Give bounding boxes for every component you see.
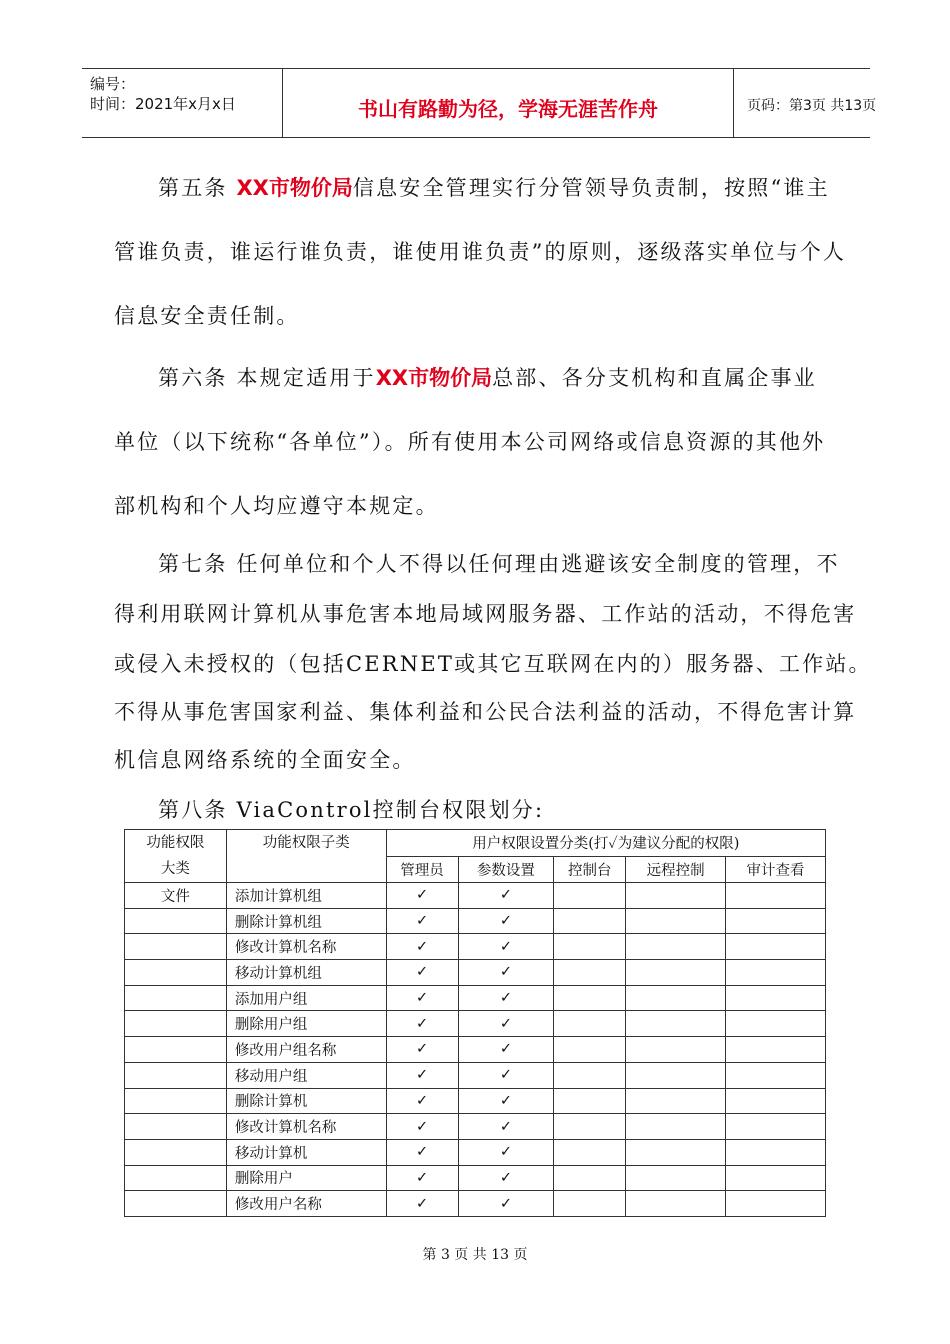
table-row — [125, 985, 826, 1011]
permission-cell-console — [554, 960, 626, 986]
category-cell — [125, 1011, 227, 1037]
permission-cell-audit — [726, 1011, 826, 1037]
permission-cell-console — [554, 908, 626, 934]
permission-cell-console — [554, 985, 626, 1011]
table-row — [125, 1037, 826, 1063]
permission-cell-remote — [626, 908, 726, 934]
permission-group-header: 用户权限设置分类(打✓为建议分配的权限) — [386, 830, 825, 857]
permission-cell-console — [554, 1165, 626, 1191]
org-name-highlight: XX市物价局 — [375, 366, 493, 390]
subcategory-cell: 添加计算机组 — [226, 883, 386, 909]
header-page-cell — [733, 69, 877, 137]
table-header-row-1 — [125, 830, 826, 857]
article-5-line-2: 管谁负责，谁运行谁负责，谁使用谁负责”的原则，逐级落实单位与个人 — [114, 240, 847, 264]
permission-cell-remote — [626, 1139, 726, 1165]
category-cell — [125, 1191, 227, 1217]
permission-cell-console — [554, 934, 626, 960]
permission-cell-admin: ✓ — [386, 1191, 458, 1217]
permission-cell-audit — [726, 883, 826, 909]
permission-cell-admin: ✓ — [386, 985, 458, 1011]
permission-cell-admin: ✓ — [386, 1139, 458, 1165]
permission-cell-remote — [626, 985, 726, 1011]
category-cell — [125, 1165, 227, 1191]
permission-cell-audit — [726, 1062, 826, 1088]
subcategory-cell: 修改用户组名称 — [226, 1037, 386, 1063]
permission-cell-audit — [726, 1165, 826, 1191]
article-6-line-2: 单位（以下统称“各单位”）。所有使用本公司网络或信息资源的其他外 — [114, 430, 826, 454]
text-run: 第六条 本规定适用于 — [158, 366, 376, 390]
permission-cell-remote — [626, 1165, 726, 1191]
page-footer: 第 3 页 共 13 页 — [422, 1247, 528, 1263]
permission-cell-console — [554, 1011, 626, 1037]
permission-cell-audit — [726, 985, 826, 1011]
permission-cell-remote — [626, 1114, 726, 1140]
permission-table — [124, 829, 826, 1217]
column-header-admin: 管理员 — [386, 856, 458, 883]
category-cell — [125, 1062, 227, 1088]
permission-cell-param: ✓ — [458, 883, 554, 909]
permission-cell-audit — [726, 908, 826, 934]
category-cell — [125, 960, 227, 986]
header-page-number: 页码：第3页 共13页 — [747, 98, 877, 114]
permission-cell-admin: ✓ — [386, 960, 458, 986]
table-row — [125, 908, 826, 934]
permission-cell-param: ✓ — [458, 1114, 554, 1140]
subcategory-header: 功能权限子类 — [226, 830, 386, 883]
article-8-heading: 第八条 ViaControl控制台权限划分: — [158, 798, 545, 822]
subcategory-cell: 修改用户名称 — [226, 1191, 386, 1217]
permission-cell-admin: ✓ — [386, 883, 458, 909]
article-6-line-3: 部机构和个人均应遵守本规定。 — [114, 494, 439, 518]
permission-cell-param: ✓ — [458, 1062, 554, 1088]
article-7-line-2: 得利用联网计算机从事危害本地局域网服务器、工作站的活动，不得危害 — [114, 602, 857, 626]
table-row — [125, 1088, 826, 1114]
permission-cell-remote — [626, 883, 726, 909]
header-meta — [82, 69, 282, 137]
permission-cell-remote — [626, 1037, 726, 1063]
article-7-line-5: 机信息网络系统的全面安全。 — [114, 748, 416, 772]
subcategory-cell: 删除计算机组 — [226, 908, 386, 934]
permission-cell-console — [554, 1037, 626, 1063]
permission-cell-console — [554, 1062, 626, 1088]
text-run: 第五条 — [158, 176, 237, 200]
permission-cell-remote — [626, 960, 726, 986]
permission-cell-param: ✓ — [458, 908, 554, 934]
column-header-param: 参数设置 — [458, 856, 554, 883]
permission-cell-remote — [626, 1088, 726, 1114]
permission-cell-admin: ✓ — [386, 1165, 458, 1191]
text-run: 总部、各分支机构和直属企事业 — [492, 366, 817, 390]
category-cell — [125, 1114, 227, 1140]
permission-cell-param: ✓ — [458, 1191, 554, 1217]
table-row — [125, 1139, 826, 1165]
document-number-label: 编号： — [90, 75, 136, 93]
table-row — [125, 883, 826, 909]
category-cell: 文件 — [125, 883, 227, 909]
subcategory-cell: 移动计算机组 — [226, 960, 386, 986]
category-cell — [125, 908, 227, 934]
subcategory-cell: 删除计算机 — [226, 1088, 386, 1114]
permission-cell-param: ✓ — [458, 934, 554, 960]
permission-cell-param: ✓ — [458, 1011, 554, 1037]
permission-cell-audit — [726, 1088, 826, 1114]
column-header-audit: 审计查看 — [726, 856, 826, 883]
category-header — [125, 830, 227, 883]
category-cell — [125, 1088, 227, 1114]
article-5-line-1 — [158, 172, 830, 202]
column-header-remote: 远程控制 — [626, 856, 726, 883]
permission-cell-remote — [626, 1011, 726, 1037]
permission-cell-admin: ✓ — [386, 1037, 458, 1063]
article-6-line-1 — [158, 362, 817, 392]
table-row — [125, 1114, 826, 1140]
permission-cell-audit — [726, 934, 826, 960]
permission-cell-remote — [626, 934, 726, 960]
table-row — [125, 960, 826, 986]
subcategory-cell: 修改计算机名称 — [226, 1114, 386, 1140]
permission-cell-audit — [726, 1114, 826, 1140]
permission-cell-audit — [726, 1037, 826, 1063]
subcategory-cell: 删除用户 — [226, 1165, 386, 1191]
permission-cell-admin: ✓ — [386, 934, 458, 960]
category-header-line-2: 大类 — [160, 861, 190, 877]
permission-cell-audit — [726, 1139, 826, 1165]
permission-cell-console — [554, 1139, 626, 1165]
permission-cell-admin: ✓ — [386, 1011, 458, 1037]
table-row — [125, 1191, 826, 1217]
permission-cell-param: ✓ — [458, 1088, 554, 1114]
subcategory-cell: 移动计算机 — [226, 1139, 386, 1165]
column-header-console: 控制台 — [554, 856, 626, 883]
permission-cell-admin: ✓ — [386, 1062, 458, 1088]
permission-cell-admin: ✓ — [386, 1088, 458, 1114]
category-cell — [125, 934, 227, 960]
permission-cell-console — [554, 883, 626, 909]
article-7-line-4: 不得从事危害国家利益、集体利益和公民合法利益的活动，不得危害计算 — [114, 700, 857, 724]
document-date-label: 时间：2021年x月x日 — [90, 95, 236, 113]
permission-cell-console — [554, 1088, 626, 1114]
permission-cell-param: ✓ — [458, 1165, 554, 1191]
subcategory-cell: 删除用户组 — [226, 1011, 386, 1037]
article-5-line-3: 信息安全责任制。 — [114, 304, 300, 328]
page-header — [82, 68, 877, 138]
text-run: 信息安全管理实行分管领导负责制，按照“谁主 — [352, 176, 830, 200]
permission-cell-param: ✓ — [458, 960, 554, 986]
permission-cell-remote — [626, 1062, 726, 1088]
permission-cell-param: ✓ — [458, 1139, 554, 1165]
permission-cell-audit — [726, 960, 826, 986]
table-row — [125, 1062, 826, 1088]
subcategory-cell: 移动用户组 — [226, 1062, 386, 1088]
permission-cell-audit — [726, 1191, 826, 1217]
subcategory-cell: 修改计算机名称 — [226, 934, 386, 960]
permission-cell-admin: ✓ — [386, 1114, 458, 1140]
table-row — [125, 1165, 826, 1191]
header-motto-cell — [282, 69, 734, 137]
permission-cell-param: ✓ — [458, 1037, 554, 1063]
table-row — [125, 1011, 826, 1037]
org-name-highlight: XX市物价局 — [236, 176, 353, 200]
article-7-line-1: 第七条 任何单位和个人不得以任何理由逃避该安全制度的管理，不 — [158, 552, 840, 576]
category-header-line-1: 功能权限 — [146, 835, 205, 851]
permission-cell-console — [554, 1114, 626, 1140]
header-motto: 书山有路勤为径，学海无涯苦作舟 — [358, 97, 658, 121]
category-cell — [125, 985, 227, 1011]
article-7-line-3: 或侵入未授权的（包括CERNET或其它互联网在内的）服务器、工作站。 — [114, 652, 872, 676]
category-cell — [125, 1037, 227, 1063]
subcategory-cell: 添加用户组 — [226, 985, 386, 1011]
permission-cell-admin: ✓ — [386, 908, 458, 934]
permission-cell-remote — [626, 1191, 726, 1217]
category-cell — [125, 1139, 227, 1165]
table-row — [125, 934, 826, 960]
permission-cell-param: ✓ — [458, 985, 554, 1011]
permission-cell-console — [554, 1191, 626, 1217]
